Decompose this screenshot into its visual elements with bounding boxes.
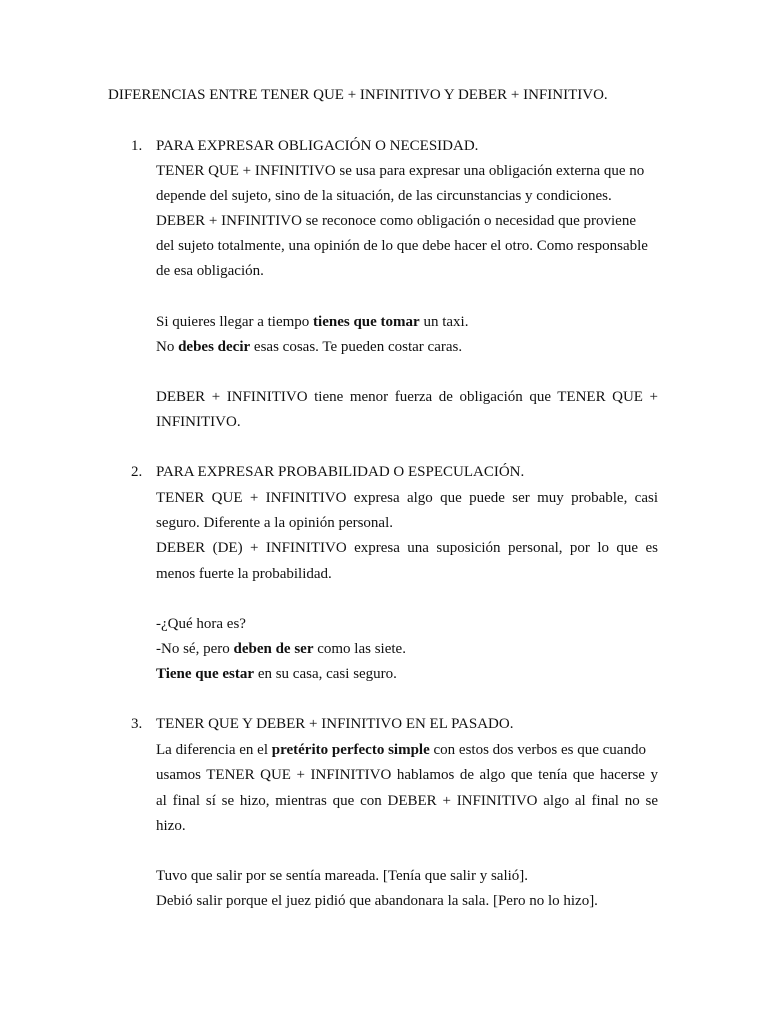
paragraph-line: del sujeto totalmente, una opinión de lo que debe hacer el otro. Como responsable	[156, 238, 648, 254]
paragraph-line: menos fuerte la probabilidad.	[156, 566, 332, 582]
paragraph-line: DEBER + INFINITIVO se reconoce como obligación o necesidad que proviene	[156, 213, 636, 229]
section-heading-2: PARA EXPRESAR PROBABILIDAD O ESPECULACIÓN.	[156, 464, 525, 480]
example-sentence: Tiene que estar en su casa, casi seguro.	[156, 666, 397, 682]
document-title: DIFERENCIAS ENTRE TENER QUE + INFINITIVO Y DEBER + INFINITIVO.	[108, 87, 608, 103]
example-sentence: -¿Qué hora es?	[156, 616, 246, 632]
example-sentence: Tuvo que salir por se sentía mareada. [Tenía que salir y salió].	[156, 868, 529, 884]
section-heading-1: PARA EXPRESAR OBLIGACIÓN O NECESIDAD.	[156, 138, 479, 154]
paragraph-line: al final sí se hizo, mientras que con DEBER + INFINITIVO algo al final no se	[156, 793, 658, 809]
paragraph-line: TENER QUE + INFINITIVO expresa algo que puede ser muy probable, casi	[156, 490, 658, 506]
paragraph-line: hizo.	[156, 818, 186, 834]
paragraph-line: La diferencia en el pretérito perfecto simple con estos dos verbos es que cuando	[156, 742, 646, 758]
paragraph-line: seguro. Diferente a la opinión personal.	[156, 515, 394, 531]
section-number-2: 2.	[131, 464, 143, 480]
example-sentence: Debió salir porque el juez pidió que abandonara la sala. [Pero no lo hizo].	[156, 893, 598, 909]
note-line: DEBER + INFINITIVO tiene menor fuerza de obligación que TENER QUE +	[156, 389, 658, 405]
section-number-3: 3.	[131, 716, 143, 732]
paragraph-line: DEBER (DE) + INFINITIVO expresa una suposición personal, por lo que es	[156, 540, 658, 556]
example-sentence: Si quieres llegar a tiempo tienes que tomar un taxi.	[156, 314, 469, 330]
example-sentence: No debes decir esas cosas. Te pueden costar caras.	[156, 339, 463, 355]
paragraph-line: de esa obligación.	[156, 263, 264, 279]
paragraph-line: TENER QUE + INFINITIVO se usa para expresar una obligación externa que no	[156, 163, 645, 179]
note-line: INFINITIVO.	[156, 414, 241, 430]
section-heading-3: TENER QUE Y DEBER + INFINITIVO EN EL PASADO.	[156, 716, 514, 732]
example-sentence: -No sé, pero deben de ser como las siete.	[156, 641, 406, 657]
paragraph-line: usamos TENER QUE + INFINITIVO hablamos de algo que tenía que hacerse y	[156, 767, 658, 783]
paragraph-line: depende del sujeto, sino de la situación, de las circunstancias y condiciones.	[156, 188, 612, 204]
section-number-1: 1.	[131, 138, 143, 154]
